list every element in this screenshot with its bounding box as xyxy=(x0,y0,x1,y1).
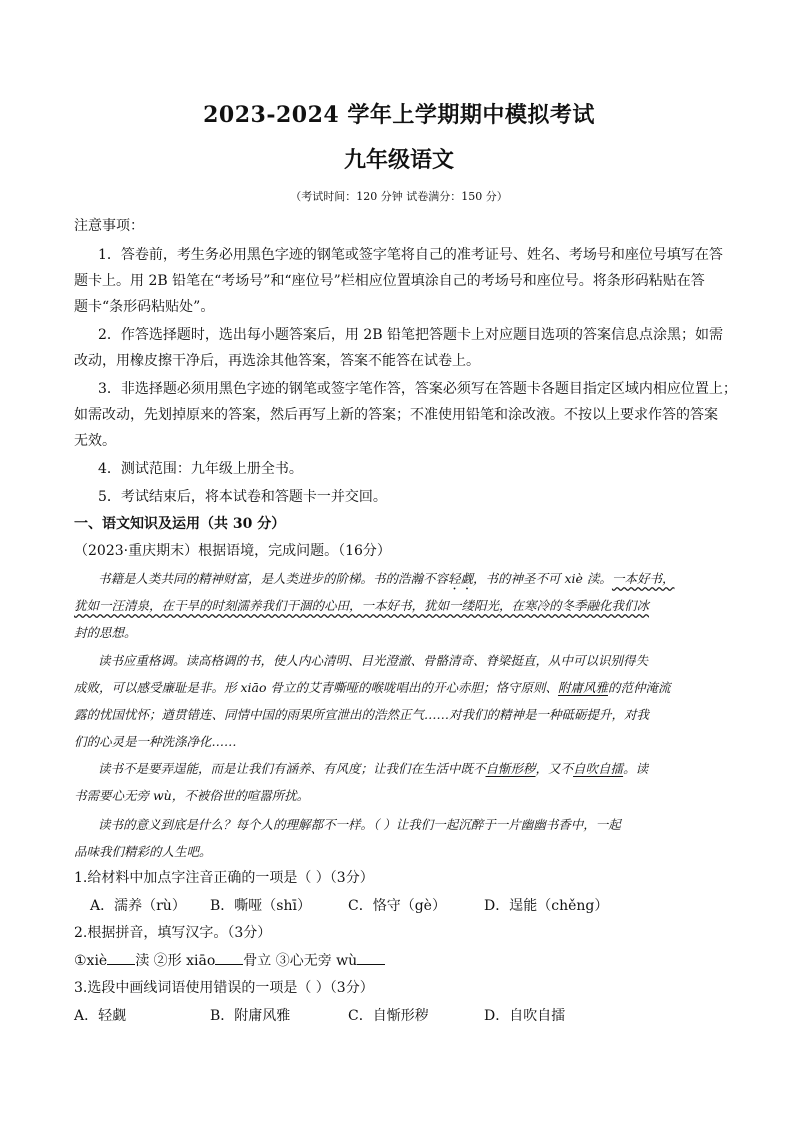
notice-heading: 注意事项： xyxy=(74,218,144,234)
underlined-word: 附庸风雅 xyxy=(557,680,608,695)
passage-paragraph-3 xyxy=(98,759,724,779)
section-intro: （2023·重庆期末）根据语境，完成问题。（16分） xyxy=(74,543,391,559)
passage-line: 露的忧国忧怀；遒贯错连、同情中国的雨果所宣泄出的浩然正气……对我们的精神是一种砥砺提升，对我 xyxy=(74,707,650,722)
section-heading: 一、语文知识及运用（共 30 分） xyxy=(74,516,286,532)
passage-text: 成败，可以感受廉耻是非。形 xiāo 骨立的艾青嘶哑的喉咙唱出的开心赤胆；恪守原则、 xyxy=(74,680,558,695)
passage-line xyxy=(74,678,724,698)
underlined-word: 自惭形秽 xyxy=(485,761,536,776)
notice-line: 5．考试结束后，将本试卷和答题卡一并交回。 xyxy=(98,489,387,505)
dotted-word: 轻觑 xyxy=(448,571,474,586)
notice-line: 1．答卷前，考生务必用黑色字迹的钢笔或签字笔将自己的准考证号、姓名、考场号和座位号填写在答 xyxy=(98,247,723,263)
option-a: A．濡养（rù） xyxy=(90,898,186,914)
option-d: D．逞能（chěng） xyxy=(484,898,609,914)
passage-text: 书籍是人类共同的精神财富，是人类进步的阶梯。书的浩瀚不容 xyxy=(98,571,449,586)
fill-item: ①xiè xyxy=(74,953,108,969)
passage-line: 品味我们精彩的人生吧。 xyxy=(74,844,212,859)
passage-paragraph-4: 读书的意义到底是什么？每个人的理解都不一样。（ ）让我们一起沉醉于一片幽幽书香中，一起 xyxy=(98,817,621,832)
passage-text: 的范仲淹流 xyxy=(608,680,671,695)
exam-title: 2023-2024 学年上学期期中模拟考试 xyxy=(203,102,595,128)
answer-blank[interactable] xyxy=(357,952,385,965)
question-3-stem: 3.选段中画线词语使用错误的一项是（ ）（3分） xyxy=(74,980,374,996)
option-c: C．恪守（gè） xyxy=(348,898,446,914)
exam-info: （考试时间：120 分钟 试卷满分：150 分） xyxy=(290,190,508,203)
notice-line: 4．测试范围：九年级上册全书。 xyxy=(98,461,303,477)
notice-line: 无效。 xyxy=(74,433,116,449)
notice-line: 3．非选择题必须用黑色字迹的钢笔或签字笔作答，答案必须写在答题卡各题目指定区域内相应位置上； xyxy=(98,381,737,397)
question-2-stem: 2.根据拼音，填写汉字。（3分） xyxy=(74,925,272,941)
option-a: A．轻觑 xyxy=(74,1008,127,1024)
fill-item: 骨立 ③心无旁 wù xyxy=(243,953,358,969)
notice-line: 2．作答选择题时，选出每小题答案后，用 2B 铅笔把答题卡上对应题目选项的答案信息点涂黑；如需 xyxy=(98,327,724,343)
wavy-underlined-text: 犹如一汪清泉，在干旱的时刻濡养我们干涸的心田，一本好书，犹如一缕阳光，在寒冷的冬季融化我们冰 xyxy=(74,598,650,613)
passage-line xyxy=(74,596,724,616)
fill-item: 渎 ②形 xiāo xyxy=(135,953,216,969)
passage-paragraph-1 xyxy=(98,569,724,593)
notice-line: 改动，用橡皮擦干净后，再选涂其他答案，答案不能答在试卷上。 xyxy=(74,353,480,369)
passage-text: 。读 xyxy=(623,761,649,776)
option-d: D．自吹自擂 xyxy=(484,1008,566,1024)
answer-blank[interactable] xyxy=(107,952,135,965)
passage-text: 读书不是要弄逞能，而是让我们有涵养、有风度；让我们在生活中既不 xyxy=(98,761,486,776)
wavy-underlined-text: 一本好书， xyxy=(611,571,675,586)
passage-text: ，又不 xyxy=(535,761,574,776)
option-c: C．自惭形秽 xyxy=(348,1008,429,1024)
passage-line: 们的心灵是一种洗涤净化…… xyxy=(74,734,237,749)
underlined-word: 自吹自擂 xyxy=(573,761,624,776)
question-2-items xyxy=(74,951,724,971)
notice-line: 如需改动，先划掉原来的答案，然后再写上新的答案；不准使用铅笔和涂改液。不按以上要求作答的答案 xyxy=(74,407,718,423)
exam-subtitle: 九年级语文 xyxy=(343,147,454,173)
question-1-stem: 1.给材料中加点字注音正确的一项是（ ）（3分） xyxy=(74,870,374,886)
passage-line: 封的思想。 xyxy=(74,625,137,640)
option-b: B．嘶哑（shī） xyxy=(210,898,311,914)
option-b: B．附庸风雅 xyxy=(210,1008,291,1024)
notice-line: 题卡“条形码粘贴处”。 xyxy=(74,299,215,315)
passage-text: ，书的神圣不可 xiè 渎。 xyxy=(473,571,612,586)
passage-line: 书需要心无旁 wù，不被俗世的喧嚣所扰。 xyxy=(74,788,310,803)
passage-paragraph-2: 读书应重格调。读高格调的书，使人内心清明、目光澄澈、骨骼清奇、脊梁挺直，从中可以识别得失 xyxy=(98,653,649,668)
notice-line: 题卡上。用 2B 铅笔在“考场号”和“座位号”栏相应位置填涂自己的考场号和座位号。将条形码粘贴在答 xyxy=(74,273,705,289)
answer-blank[interactable] xyxy=(215,952,243,965)
